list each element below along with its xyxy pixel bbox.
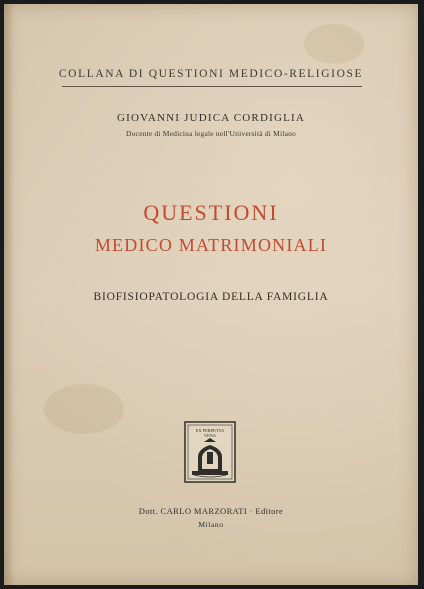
author-name: GIOVANNI JUDICA CORDIGLIA: [116, 112, 306, 124]
book-title-line2: MEDICO MATRIMONIALI: [94, 235, 328, 255]
book-title-line1: QUESTIONI: [143, 200, 279, 225]
paper-stain: [44, 384, 124, 434]
book-subtitle: BIOFISIOPATOLOGIA DELLA FAMIGLIA: [93, 291, 329, 303]
emblem-motto-line1: EX PERPETVA: [195, 428, 225, 433]
divider: [62, 86, 362, 87]
publisher-city: Milano: [198, 520, 224, 529]
book-cover: [4, 4, 418, 585]
publisher-emblem-icon: [184, 421, 236, 483]
emblem-motto-line2: VENA: [203, 433, 217, 438]
series-title: COLLANA DI QUESTIONI MEDICO-RELIGIOSE: [58, 68, 364, 80]
paper-stain: [304, 24, 364, 64]
author-affiliation: Docente di Medicina legale nell'Università di Milano: [125, 129, 297, 138]
publisher-name: Dott. CARLO MARZORATI · Editore: [138, 506, 284, 516]
